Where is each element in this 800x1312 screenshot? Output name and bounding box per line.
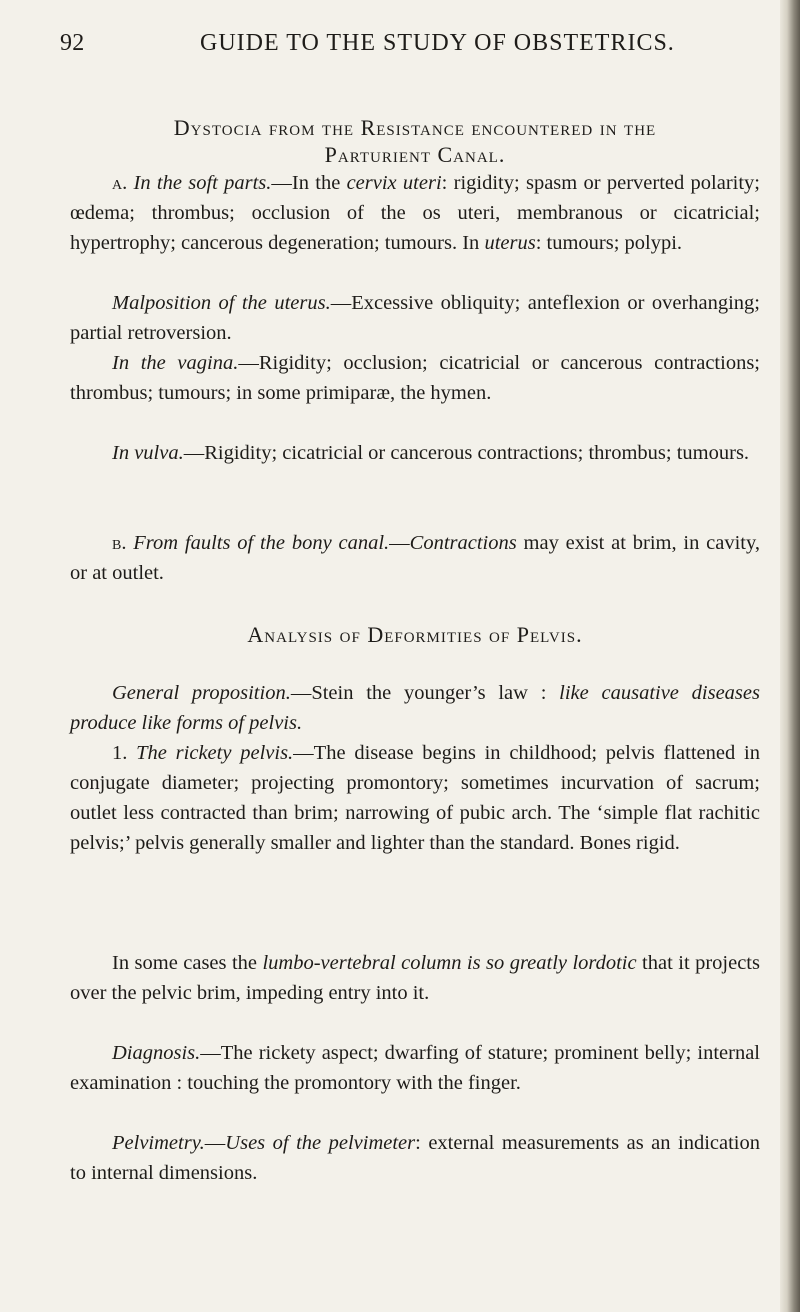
rickety-pelvis-text: —The disease begins in childhood; pelvis flattened in conjugate diameter; projecting promontory; sometimes incurvation of sacrum; outlet less contracted than brim; narrowing of pubic arch. The ‘simple flat rachitic pelvis;’ pelvis generally smaller and lighter than the standard. Bones rigid. [70,742,760,854]
running-title: GUIDE TO THE STUDY OF OBSTETRICS. [200,30,675,56]
section-heading-dystocia-line2: Parturient Canal. [324,142,506,167]
dash: — [204,1132,226,1154]
item-label-a: a. [112,172,128,194]
diagnosis-text: —The rickety aspect; dwarfing of stature; prominent belly; internal examination : touching the promontory with the finger. [70,1042,760,1094]
lumbo-text-post: that it projects over the pelvic brim, impeding entry into it. [70,952,760,1004]
vulva-heading: In vulva. [112,442,184,464]
paragraph-lumbo-vertebral [70,948,760,1008]
contractions-term: Contractions [409,532,517,554]
general-proposition-heading: General proposition. [112,682,291,704]
page-edge-shadow [780,0,800,1312]
lumbo-text-pre: In some cases the [112,952,263,974]
general-proposition-text: —Stein the younger’s law : [290,682,560,704]
section-heading-dystocia: Dystocia from the Resistance encountered in the [173,115,657,140]
paragraph-vulva [70,438,760,468]
vagina-heading: In the vagina. [112,352,239,374]
bony-canal-heading: From faults of the bony canal. [133,532,390,554]
soft-parts-text: : rigidity; spasm or perverted polarity; œdema; thrombus; occlusion of the os uteri, membranous or cicatricial; hypertrophy; cancerous degeneration; tumours. In [70,172,760,254]
pelvimetry-text: : external measurements as an indication to internal dimensions. [70,1132,760,1184]
dash: —In the [271,172,347,194]
vagina-text: —Rigidity; occlusion; cicatricial or cancerous contractions; thrombus; tumours; in some primiparæ, the hymen. [70,352,761,404]
item-label-b: b. [112,532,127,554]
cervix-term: cervix uteri [346,172,442,194]
paragraph-diagnosis [70,1038,760,1098]
diagnosis-heading: Diagnosis. [112,1042,201,1064]
rickety-pelvis-heading: The rickety pelvis. [136,742,294,764]
pelvimeter-term: Uses of the pelvimeter [225,1132,416,1154]
running-head [60,30,750,66]
page-number: 92 [60,30,85,56]
lumbo-vertebral-term: lumbo-vertebral column is so greatly lordotic [262,952,637,974]
bony-canal-text: may exist at brim, in cavity, or at outlet. [70,532,761,584]
item-number: 1. [112,742,137,764]
dash: — [389,532,410,554]
malposition-text: —Excessive obliquity; anteflexion or overhanging; partial retroversion. [70,292,761,344]
soft-parts-heading: In the soft parts. [133,172,272,194]
paragraph-bony-canal [70,528,760,588]
stein-law: like causative diseases produce like forms of pelvis. [70,682,760,734]
uterus-text: : tumours; polypi. [535,232,683,254]
section-heading-deformities: Analysis of Deformities of Pelvis. [247,622,583,647]
paragraph-general-proposition [70,678,760,738]
paragraph-vagina [70,348,760,408]
uterus-term: uterus [484,232,536,254]
paragraph-soft-parts [70,168,760,258]
paragraph-rickety-pelvis [70,738,760,858]
malposition-heading: Malposition of the uterus. [112,292,331,314]
paragraph-malposition [70,288,760,348]
vulva-text: —Rigidity; cicatricial or cancerous contractions; thrombus; tumours. [183,442,750,464]
pelvimetry-heading: Pelvimetry. [112,1132,205,1154]
paragraph-pelvimetry [70,1128,760,1188]
